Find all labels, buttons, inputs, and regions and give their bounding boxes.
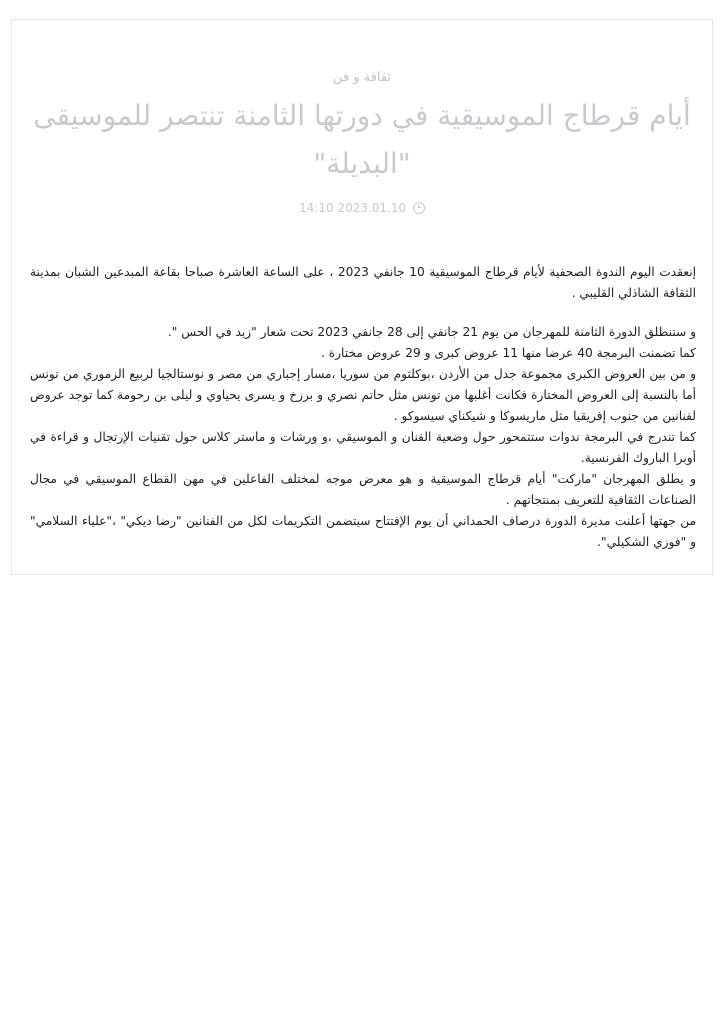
article-paragraph: كما تندرج في البرمجة ندوات ستتمحور حول وضعية الفنان و الموسيقي ،و ورشات و ماستر كلاس حول تقنيات الإرتجال و قراءة في أوبرا الباروك الفرنسية. xyxy=(30,430,696,465)
article-category[interactable]: ثقافة و فن xyxy=(333,70,391,85)
article-paragraph: و يطلق المهرجان "ماركت" أيام قرطاج الموسيقية و هو معرض موجه لمختلف الفاعلين في مهن القطاع الموسيقي في مجال الصناعات الثقافية للتعريف بمنتجاتهم . xyxy=(30,472,696,507)
publish-datetime: 14:10 2023.01.10 xyxy=(299,201,407,215)
article-title: أيام قرطاج الموسيقية في دورتها الثامنة تنتصر للموسيقى "البديلة" xyxy=(33,99,691,180)
article-meta xyxy=(12,201,712,215)
article-paragraph: إنعقدت اليوم الندوة الصحفية لأيام قرطاج الموسيقية 10 جانفي 2023 ، على الساعة العاشرة صباحا بقاعة المبدعين الشبان بمدينة الثقافة الشاذلي القليبي . xyxy=(30,265,696,300)
article-body xyxy=(30,262,696,553)
article-paragraph: و ستنطلق الدورة الثامنة للمهرجان من يوم 21 جانفي إلى 28 جانفي 2023 تحت شعار "زيد في الحس ". xyxy=(167,325,696,339)
clock-icon xyxy=(413,202,425,214)
article-paragraph: و من بين العروض الكبرى مجموعة جدل من الأردن ،بوكلثوم من سوريا ،مسار إجباري من مصر و نوستالجيا لربيع الزموري من تونس أما بالنسبة إلى العروض المختارة فكانت أغلبها من تونس مثل حاتم نصري و برزخ و يسرى يحياوي و ليلى بن رحومة كما توجد عروض لفنانين من جنوب إفريقيا مثل ماريسوكا و شيكناي سيسوكو . xyxy=(30,367,696,423)
article-paragraph: من جهتها أعلنت مديرة الدورة درصاف الحمداني أن يوم الإفتتاح سيتضمن التكريمات لكل من الفنانين "رضا ديكي" ،"علياء السلامي" و "فوزي الشكيلي". xyxy=(30,514,696,549)
article-card xyxy=(11,19,713,575)
article-paragraph: كما تضمنت البرمجة 40 عرضا منها 11 عروض كبرى و 29 عروض مختارة . xyxy=(321,346,696,360)
